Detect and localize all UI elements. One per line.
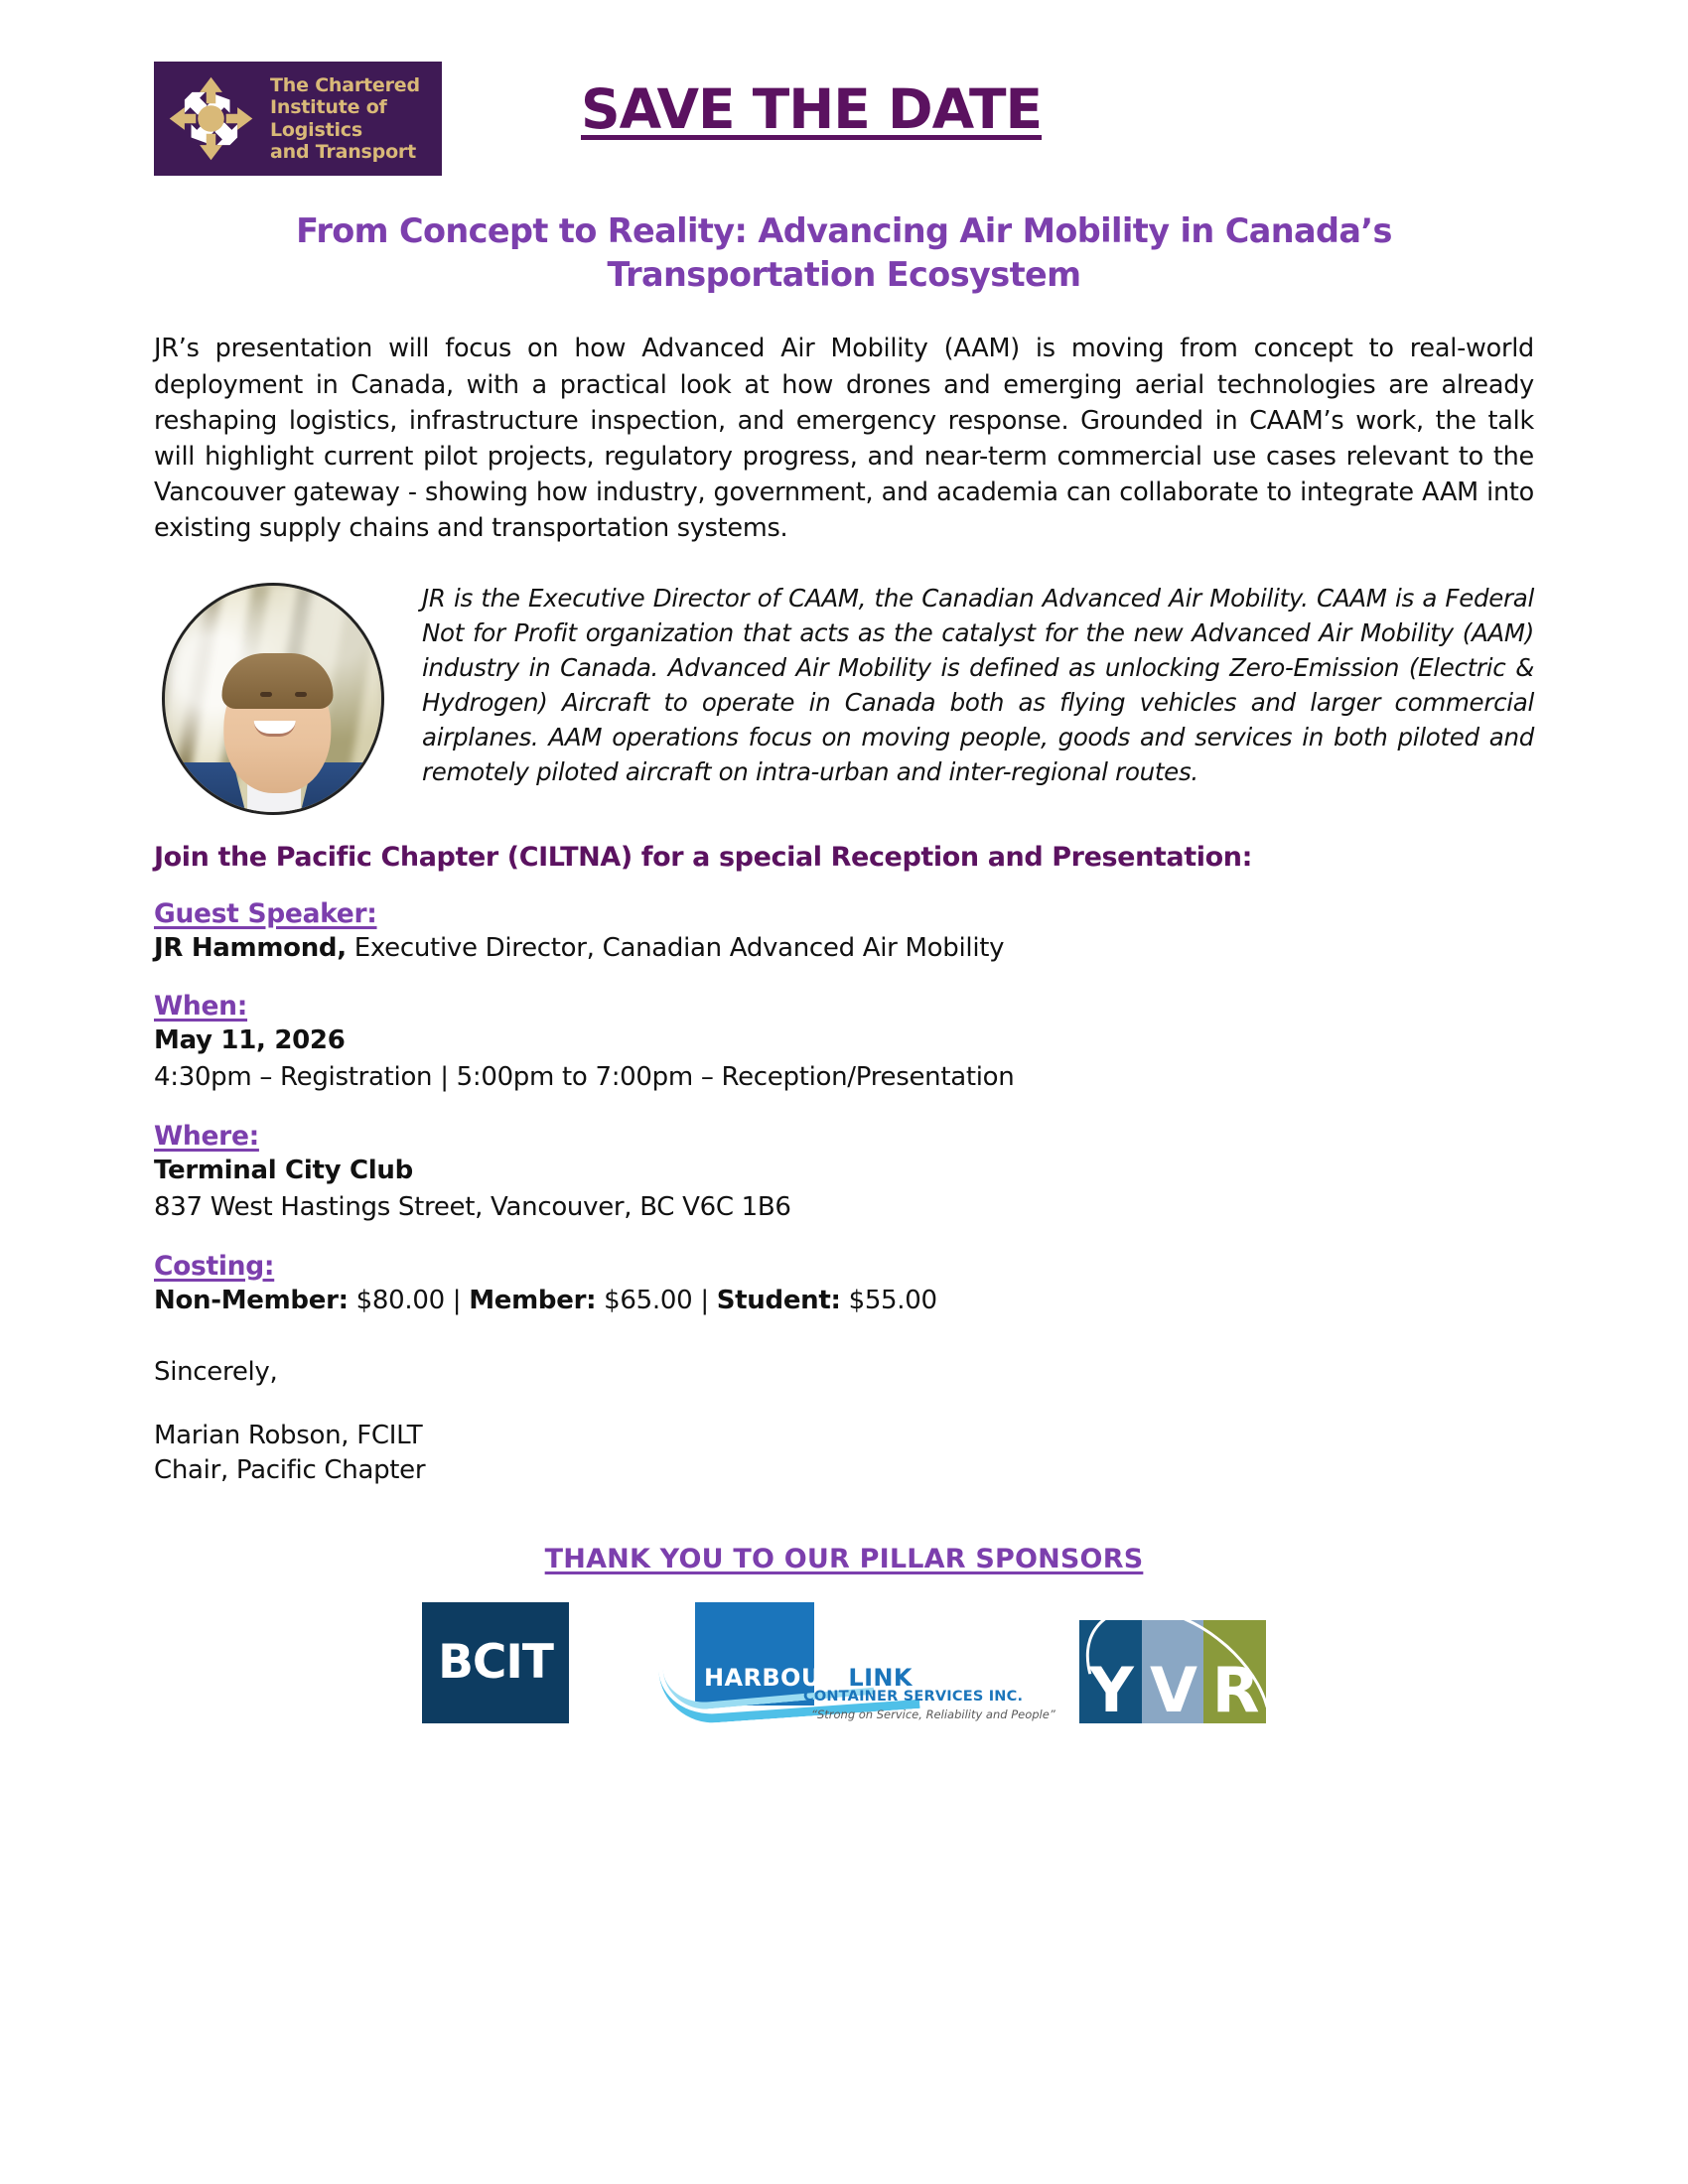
harbour-link-word-harbour: HARBOUR [704,1663,849,1692]
closing-sincerely: Sincerely, [154,1357,278,1388]
section-where [154,1121,1534,1225]
compass-arrows-icon [164,71,258,166]
event-subtitle: From Concept to Reality: Advancing Air Mobility in Canada’s Transportation Ecosystem [296,211,1392,295]
section-guest-speaker [154,898,1534,966]
member-price: $65.00 [596,1285,701,1315]
guest-speaker-heading: Guest Speaker: [154,897,377,929]
yvr-letter-r: R [1211,1653,1258,1726]
harbour-link-word-link: LINK [848,1663,913,1692]
portrait-eye-right [295,692,307,697]
costing-separator-1: | [452,1285,470,1315]
when-heading: When: [154,991,248,1023]
where-venue [154,1155,1534,1188]
when-date-value: May 11, 2026 [154,1025,346,1056]
yvr-block-y [1079,1620,1142,1726]
speaker-portrait [162,583,384,815]
student-price: $55.00 [840,1285,937,1315]
yvr-logo[interactable] [1079,1620,1266,1726]
closing-block [154,1355,1534,1487]
harbour-link-logo[interactable] [660,1602,1055,1723]
bcit-logo[interactable] [422,1602,569,1723]
non-member-price: $80.00 [348,1285,453,1315]
when-times: 4:30pm – Registration | 5:00pm to 7:00pm – Reception/Presentation [154,1062,1015,1093]
cilt-logo-line2: Institute of Logistics [270,96,387,141]
closing-role: Chair, Pacific Chapter [154,1454,426,1485]
where-address: 837 West Hastings Street, Vancouver, BC V6C 1B6 [154,1191,791,1222]
non-member-label: Non-Member: [154,1285,349,1315]
speaker-bio-text: JR is the Executive Director of CAAM, the Canadian Advanced Air Mobility. CAAM is a Federal Not for Profit organization that acts as the catalyst for the new Advanced Air Mobility (AAM) industry in Canada. Advanced Air Mobility is defined as unlocking Zero-Emission (Electric & Hydrogen) Aircraft to operate in Canada both as flying vehicles and larger commercial airplanes. AAM operations focus on moving people, goods and services in both piloted and remotely piloted aircraft on intra-urban and inter-regional routes. [422,583,1534,786]
join-invitation-line: Join the Pacific Chapter (CILTNA) for a special Reception and Presentation: [154,841,1252,873]
cilt-logo-line1: The Chartered [270,73,420,96]
costing-prices [154,1285,1534,1318]
page-header [154,0,1534,174]
sponsors-title: THANK YOU TO OUR PILLAR SPONSORS [544,1543,1144,1574]
cilt-logo-text [270,74,442,164]
closing-name: Marian Robson, FCILT [154,1420,423,1450]
section-costing [154,1251,1534,1318]
yvr-letter-v: V [1150,1653,1196,1726]
portrait-eye-left [260,692,272,697]
section-when [154,991,1534,1095]
costing-heading: Costing: [154,1250,275,1282]
bcit-logo-text: BCIT [438,1635,553,1691]
cilt-logo [154,62,442,176]
harbour-link-tagline: “Strong on Service, Reliability and People” [811,1706,1055,1721]
yvr-letter-y: Y [1088,1653,1132,1726]
yvr-block-v [1142,1620,1204,1726]
yvr-block-r [1203,1620,1266,1726]
speaker-bio-block [154,581,1534,814]
member-label: Member: [469,1285,597,1315]
cilt-logo-line3: and Transport [270,140,416,163]
page-title: SAVE THE DATE [581,77,1043,141]
intro-paragraph: JR’s presentation will focus on how Advanced Air Mobility (AAM) is moving from concept to real-world deployment in Canada, with a practical look at how drones and emerging aerial technologies are already reshaping logistics, infrastructure inspection, and emergency response. Grounded in CAAM’s work, the talk will highlight current pilot projects, regulatory progress, and near-term commercial use cases relevant to the Vancouver gateway - showing how industry, government, and academia can collaborate to integrate AAM into existing supply chains and transportation systems. [154,334,1534,544]
costing-separator-2: | [700,1285,717,1315]
harbour-link-wordmark [704,1664,913,1692]
portrait-hair [221,653,333,709]
guest-speaker-role: Executive Director, Canadian Advanced Air Mobility [346,932,1005,963]
where-heading: Where: [154,1121,259,1153]
where-venue-value: Terminal City Club [154,1156,413,1186]
guest-speaker-details [154,932,1534,966]
student-label: Student: [716,1285,841,1315]
sponsor-logo-row [154,1602,1534,1726]
when-date [154,1024,1534,1058]
harbour-link-subtitle: CONTAINER SERVICES INC. [803,1688,1024,1705]
closing-spacer [154,1391,1534,1419]
guest-speaker-name: JR Hammond, [154,932,347,963]
